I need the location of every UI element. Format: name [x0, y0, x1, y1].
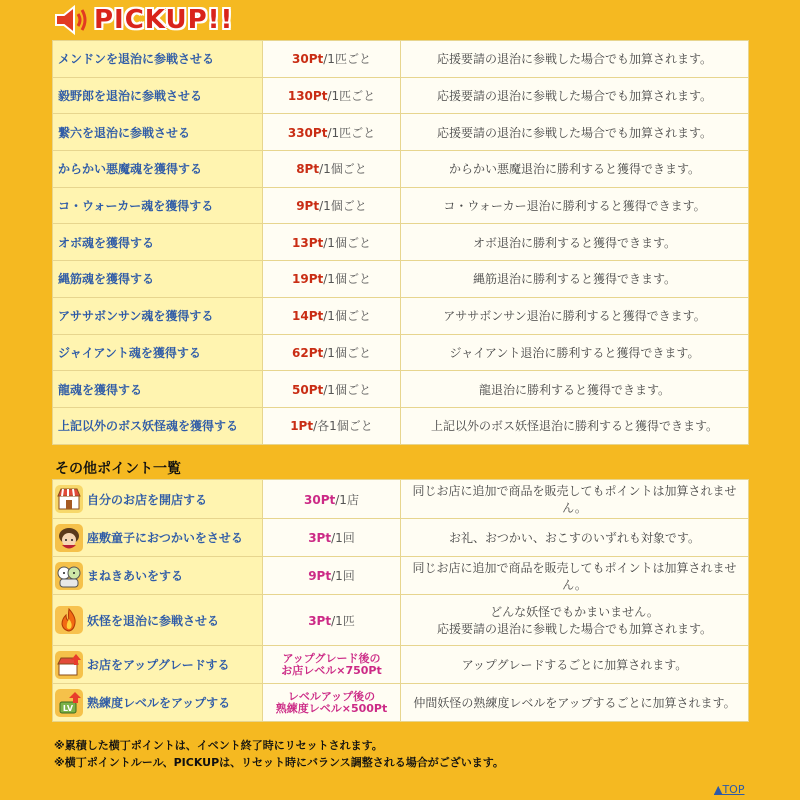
table-row	[53, 371, 749, 408]
action-cell: 毅野郎を退治に参戦させる	[53, 77, 263, 114]
points-value: 1Pt	[290, 419, 314, 434]
action-cell	[53, 557, 263, 595]
action-cell	[53, 595, 263, 646]
points-value: 30Pt	[304, 492, 336, 507]
note-cell: コ・ウォーカー退治に勝利すると獲得できます。	[401, 187, 749, 224]
maneki-icon	[55, 562, 83, 590]
table-row	[53, 151, 749, 188]
table-row	[53, 114, 749, 151]
points-cell	[263, 41, 401, 78]
speaker-icon	[52, 4, 90, 36]
points-formula-line1: レベルアップ後の	[287, 689, 376, 703]
page-title: PICKUP!!	[94, 5, 234, 35]
points-value: 14Pt	[292, 309, 324, 324]
action-cell-content	[55, 485, 262, 513]
points-cell	[263, 151, 401, 188]
points-value: 130Pt	[287, 89, 328, 104]
action-cell: アササボンサン魂を獲得する	[53, 297, 263, 334]
points-unit: /1匹ごと	[327, 89, 376, 104]
action-label: まねきあいをする	[87, 569, 184, 583]
points-cell	[263, 114, 401, 151]
points-unit: /1回	[331, 531, 355, 545]
action-cell	[53, 646, 263, 684]
points-value: 19Pt	[292, 272, 324, 287]
action-cell	[53, 684, 263, 722]
flame-icon-graphic	[56, 607, 82, 633]
action-cell-content	[55, 689, 262, 717]
points-value: 3Pt	[308, 531, 332, 545]
flame-icon	[55, 606, 83, 634]
points-unit: /1個ごと	[323, 345, 371, 360]
points-value: 330Pt	[287, 125, 328, 140]
shop-icon-graphic	[56, 486, 82, 512]
points-value: 30Pt	[292, 52, 324, 67]
action-cell: オボ魂を獲得する	[53, 224, 263, 261]
note-cell: 応援要請の退治に参戦した場合でも加算されます。	[401, 41, 749, 78]
note-cell: からかい悪魔退治に勝利すると獲得できます。	[401, 151, 749, 188]
table-row	[53, 261, 749, 298]
footer-notes	[54, 737, 504, 771]
action-label: 熟練度レベルをアップする	[87, 696, 231, 710]
action-label: 自分のお店を開店する	[87, 492, 208, 507]
other-points-title: その他ポイント一覧	[55, 461, 181, 477]
table-row	[53, 595, 749, 646]
table-row	[53, 187, 749, 224]
points-unit: /1個ごと	[323, 272, 371, 287]
action-cell	[53, 519, 263, 557]
note-text: 仲間妖怪の熟練度レベルをアップするごとに加算されます。	[413, 696, 736, 710]
table-row	[53, 407, 749, 444]
action-cell: 繋六を退治に参戦させる	[53, 114, 263, 151]
points-value: 62Pt	[292, 345, 324, 360]
note-cell	[401, 557, 749, 595]
points-value: 13Pt	[292, 235, 324, 250]
points-unit: /1店	[335, 492, 359, 507]
note-text: アップグレードするごとに加算されます。	[461, 658, 688, 672]
footer-note-balance: ※横丁ポイントルール、PICKUPは、リセット時にバランス調整される場合がございます。	[54, 756, 504, 769]
table-row	[53, 684, 749, 722]
action-cell: 龍魂を獲得する	[53, 371, 263, 408]
note-cell: 龍退治に勝利すると獲得できます。	[401, 371, 749, 408]
upgrade-shop-icon	[55, 651, 83, 679]
note-cell	[401, 684, 749, 722]
action-label: 座敷童子におつかいをさせる	[87, 531, 243, 545]
table-row	[53, 77, 749, 114]
pickup-table	[52, 40, 749, 445]
action-label: お店をアップグレードする	[87, 658, 230, 672]
upgrade-shop-icon-graphic	[56, 652, 82, 678]
action-label: 妖怪を退治に参戦させる	[87, 613, 220, 628]
table-row	[53, 557, 749, 595]
zashiki-warashi-icon	[55, 524, 83, 552]
points-cell	[263, 480, 401, 519]
points-cell	[263, 261, 401, 298]
shop-icon	[55, 485, 83, 513]
points-cell	[263, 595, 401, 646]
points-formula-line1: アップグレード後の	[282, 651, 381, 665]
note-cell	[401, 646, 749, 684]
note-text: どんな妖怪でもかまいません。	[490, 605, 659, 619]
points-cell	[263, 297, 401, 334]
table-row	[53, 519, 749, 557]
note-cell: 縄筋退治に勝利すると獲得できます。	[401, 261, 749, 298]
table-row	[53, 334, 749, 371]
table-row	[53, 480, 749, 519]
note-cell: アササボンサン退治に勝利すると獲得できます。	[401, 297, 749, 334]
points-cell	[263, 684, 401, 722]
table-row	[53, 646, 749, 684]
table-row	[53, 41, 749, 78]
note-cell	[401, 595, 749, 646]
points-unit: /1個ごと	[319, 199, 367, 214]
points-cell	[263, 77, 401, 114]
other-points-table	[52, 479, 749, 722]
points-value: 50Pt	[292, 382, 324, 397]
svg-text:LV: LV	[62, 703, 74, 713]
points-value: 9Pt	[296, 199, 320, 214]
points-unit: /1個ごと	[323, 235, 371, 250]
note-cell	[401, 519, 749, 557]
points-cell	[263, 407, 401, 444]
points-cell	[263, 334, 401, 371]
level-up-icon	[55, 689, 83, 717]
pickup-header	[52, 2, 233, 38]
action-cell	[53, 480, 263, 519]
note-cell: ジャイアント退治に勝利すると獲得できます。	[401, 334, 749, 371]
action-cell-content	[55, 524, 262, 552]
points-cell	[263, 187, 401, 224]
note-text: 同じお店に追加で商品を販売してもポイントは加算されません。	[412, 484, 737, 515]
points-cell	[263, 557, 401, 595]
action-cell: 縄筋魂を獲得する	[53, 261, 263, 298]
points-cell	[263, 519, 401, 557]
note-cell: 上記以外のボス妖怪退治に勝利すると獲得できます。	[401, 407, 749, 444]
note-cell: 応援要請の退治に参戦した場合でも加算されます。	[401, 77, 749, 114]
points-value: 3Pt	[308, 613, 332, 628]
note-cell: 応援要請の退治に参戦した場合でも加算されます。	[401, 114, 749, 151]
points-unit: /1匹ごと	[323, 52, 371, 67]
action-cell: コ・ウォーカー魂を獲得する	[53, 187, 263, 224]
note-text-line2: 応援要請の退治に参戦した場合でも加算されます。	[436, 622, 713, 636]
points-unit: /1匹ごと	[327, 125, 376, 140]
action-cell: 上記以外のボス妖怪魂を獲得する	[53, 407, 263, 444]
action-cell-content	[55, 606, 262, 634]
points-unit: /1個ごと	[319, 162, 367, 177]
points-unit: /1匹	[331, 613, 355, 628]
zashiki-warashi-icon-graphic	[56, 525, 82, 551]
table-row	[53, 224, 749, 261]
action-cell: ジャイアント魂を獲得する	[53, 334, 263, 371]
action-cell-content	[55, 562, 262, 590]
points-unit: /1個ごと	[323, 309, 371, 324]
note-text: 同じお店に追加で商品を販売してもポイントは加算されません。	[412, 560, 737, 592]
points-unit: /1回	[331, 569, 355, 583]
points-unit: /各1個ごと	[313, 419, 373, 434]
action-cell-content	[55, 651, 262, 679]
note-cell: オボ退治に勝利すると獲得できます。	[401, 224, 749, 261]
points-value: 8Pt	[296, 162, 320, 177]
action-cell: メンドンを退治に参戦させる	[53, 41, 263, 78]
back-to-top-link[interactable]: ▲TOP	[714, 783, 745, 796]
points-unit: /1個ごと	[323, 382, 371, 397]
note-cell	[401, 480, 749, 519]
points-cell	[263, 224, 401, 261]
points-cell	[263, 646, 401, 684]
action-cell: からかい悪魔魂を獲得する	[53, 151, 263, 188]
points-value: 9Pt	[308, 569, 332, 583]
level-up-icon-graphic	[56, 690, 82, 716]
footer-note-reset: ※累積した横丁ポイントは、イベント終了時にリセットされます。	[54, 739, 383, 752]
note-text: お礼、おつかい、おこすのいずれも対象です。	[449, 531, 700, 545]
points-formula-line2: お店レベル×750Pt	[281, 663, 382, 677]
points-cell	[263, 371, 401, 408]
maneki-icon-graphic	[56, 563, 82, 589]
table-row	[53, 297, 749, 334]
points-formula-line2: 熟練度レベル×500Pt	[275, 701, 388, 715]
